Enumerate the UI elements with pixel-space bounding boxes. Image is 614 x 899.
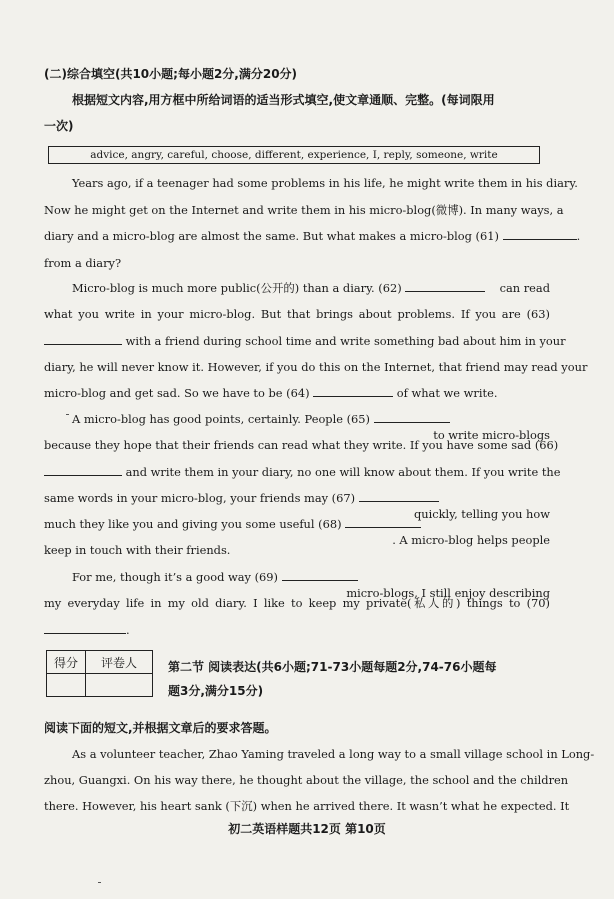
p4-line-3-end: . (126, 623, 130, 637)
p2-line-4: diary, he will never know it. However, if you do this on the Internet, that friend may read your (44, 360, 588, 374)
instruction-line-1: 根据短文内容,用方框中所给词语的适当形式填空,使文章通顺、完整。(每词限用 (72, 93, 495, 107)
p5-line-1: As a volunteer teacher, Zhao Yaming traveled a long way to a small village school in Long- (72, 747, 595, 761)
p2-line-1-end: can read (499, 281, 550, 295)
p3-line-3 (44, 464, 561, 480)
blank-62[interactable] (405, 280, 485, 292)
section2-title-line-2: 题3分,满分15分) (168, 684, 264, 698)
page-footer: 初二英语样题共12页 第10页 (228, 822, 386, 836)
word-box: advice, angry, careful, choose, different, experience, I, reply, someone, write (48, 146, 540, 164)
blank-67[interactable] (359, 490, 439, 502)
instruction-line-2: 一次) (44, 119, 74, 133)
p3-line-6: keep in touch with their friends. (44, 543, 231, 557)
p3-line-5-end: . A micro-blog helps people (392, 533, 550, 547)
blank-64[interactable] (313, 385, 393, 397)
p3-line-1-text: A micro-blog has good points, certainly. People (65) (72, 412, 370, 426)
blank-65[interactable] (374, 411, 450, 423)
blank-63[interactable] (44, 333, 122, 345)
p2-line-5-text: micro-blog and get sad. So we have to be (64) (44, 386, 310, 400)
p3-line-4-end: quickly, telling you how (413, 507, 550, 521)
scan-speck (66, 414, 69, 415)
p2-line-2: what you write in your micro-blog. But that brings about problems. If you are (63) (44, 307, 550, 321)
p4-line-3 (44, 622, 550, 638)
p2-line-5-end: of what we write. (396, 386, 498, 400)
p3-line-1-end: to write micro-blogs (433, 428, 550, 442)
blank-70[interactable] (44, 622, 126, 634)
score-cell[interactable] (47, 674, 86, 697)
p2-line-3-text: with a friend during school time and write something bad about him in your (125, 334, 566, 348)
section-title: (二)综合填空(共10小题;每小题2分,满分20分) (44, 67, 298, 81)
section2-title-line-1: 第二节 阅读表达(共6小题;71-73小题每题2分,74-76小题每 (168, 660, 497, 674)
p3-line-5-text: much they like you and giving you some useful (68) (44, 517, 342, 531)
blank-61[interactable] (503, 228, 577, 240)
p3-line-4-text: same words in your micro-blog, your friends may (67) (44, 491, 356, 505)
score-header: 得分 (47, 651, 86, 674)
p1-line-3 (44, 228, 581, 244)
blank-69[interactable] (282, 569, 358, 581)
blank-66[interactable] (44, 464, 122, 476)
p5-line-2: zhou, Guangxi. On his way there, he thought about the village, the school and the children (44, 773, 569, 787)
scan-speck (98, 882, 101, 883)
grader-header: 评卷人 (86, 651, 153, 674)
p2-line-5 (44, 385, 550, 401)
p4-line-2: my everyday life in my old diary. I like to keep my private(私人的) things to (70) (44, 596, 550, 610)
p1-line-4: from a diary? (44, 256, 122, 270)
p2-line-1 (72, 280, 550, 296)
p1-line-2: Now he might get on the Internet and write them in his micro-blog(微博). In many ways, a (44, 203, 564, 217)
p2-line-1-text: Micro-blog is much more public(公开的) than a diary. (62) (72, 281, 402, 295)
grader-cell[interactable] (86, 674, 153, 697)
p1-line-1: Years ago, if a teenager had some problems in his life, he might write them in his diary. (72, 176, 578, 190)
p2-line-3 (44, 333, 566, 349)
p1-line-3-end: . (576, 229, 581, 243)
blank-68[interactable] (345, 516, 421, 528)
p4-line-1-text: For me, though it’s a good way (69) (72, 570, 278, 584)
score-table (46, 650, 153, 697)
p5-line-3: there. However, his heart sank (下沉) when he arrived there. It wasn’t what he expected. It (44, 799, 570, 813)
p1-line-3-text: diary and a micro-blog are almost the same. But what makes a micro-blog (61) (44, 229, 499, 243)
p4-line-1-end: micro-blogs, I still enjoy describing (346, 586, 550, 600)
p3-line-2: because they hope that their friends can read what they write. If you have some sad (66) (44, 438, 559, 452)
section2-instruction: 阅读下面的短文,并根据文章后的要求答题。 (44, 721, 277, 735)
p3-line-3-text: and write them in your diary, no one will know about them. If you write the (125, 465, 561, 479)
